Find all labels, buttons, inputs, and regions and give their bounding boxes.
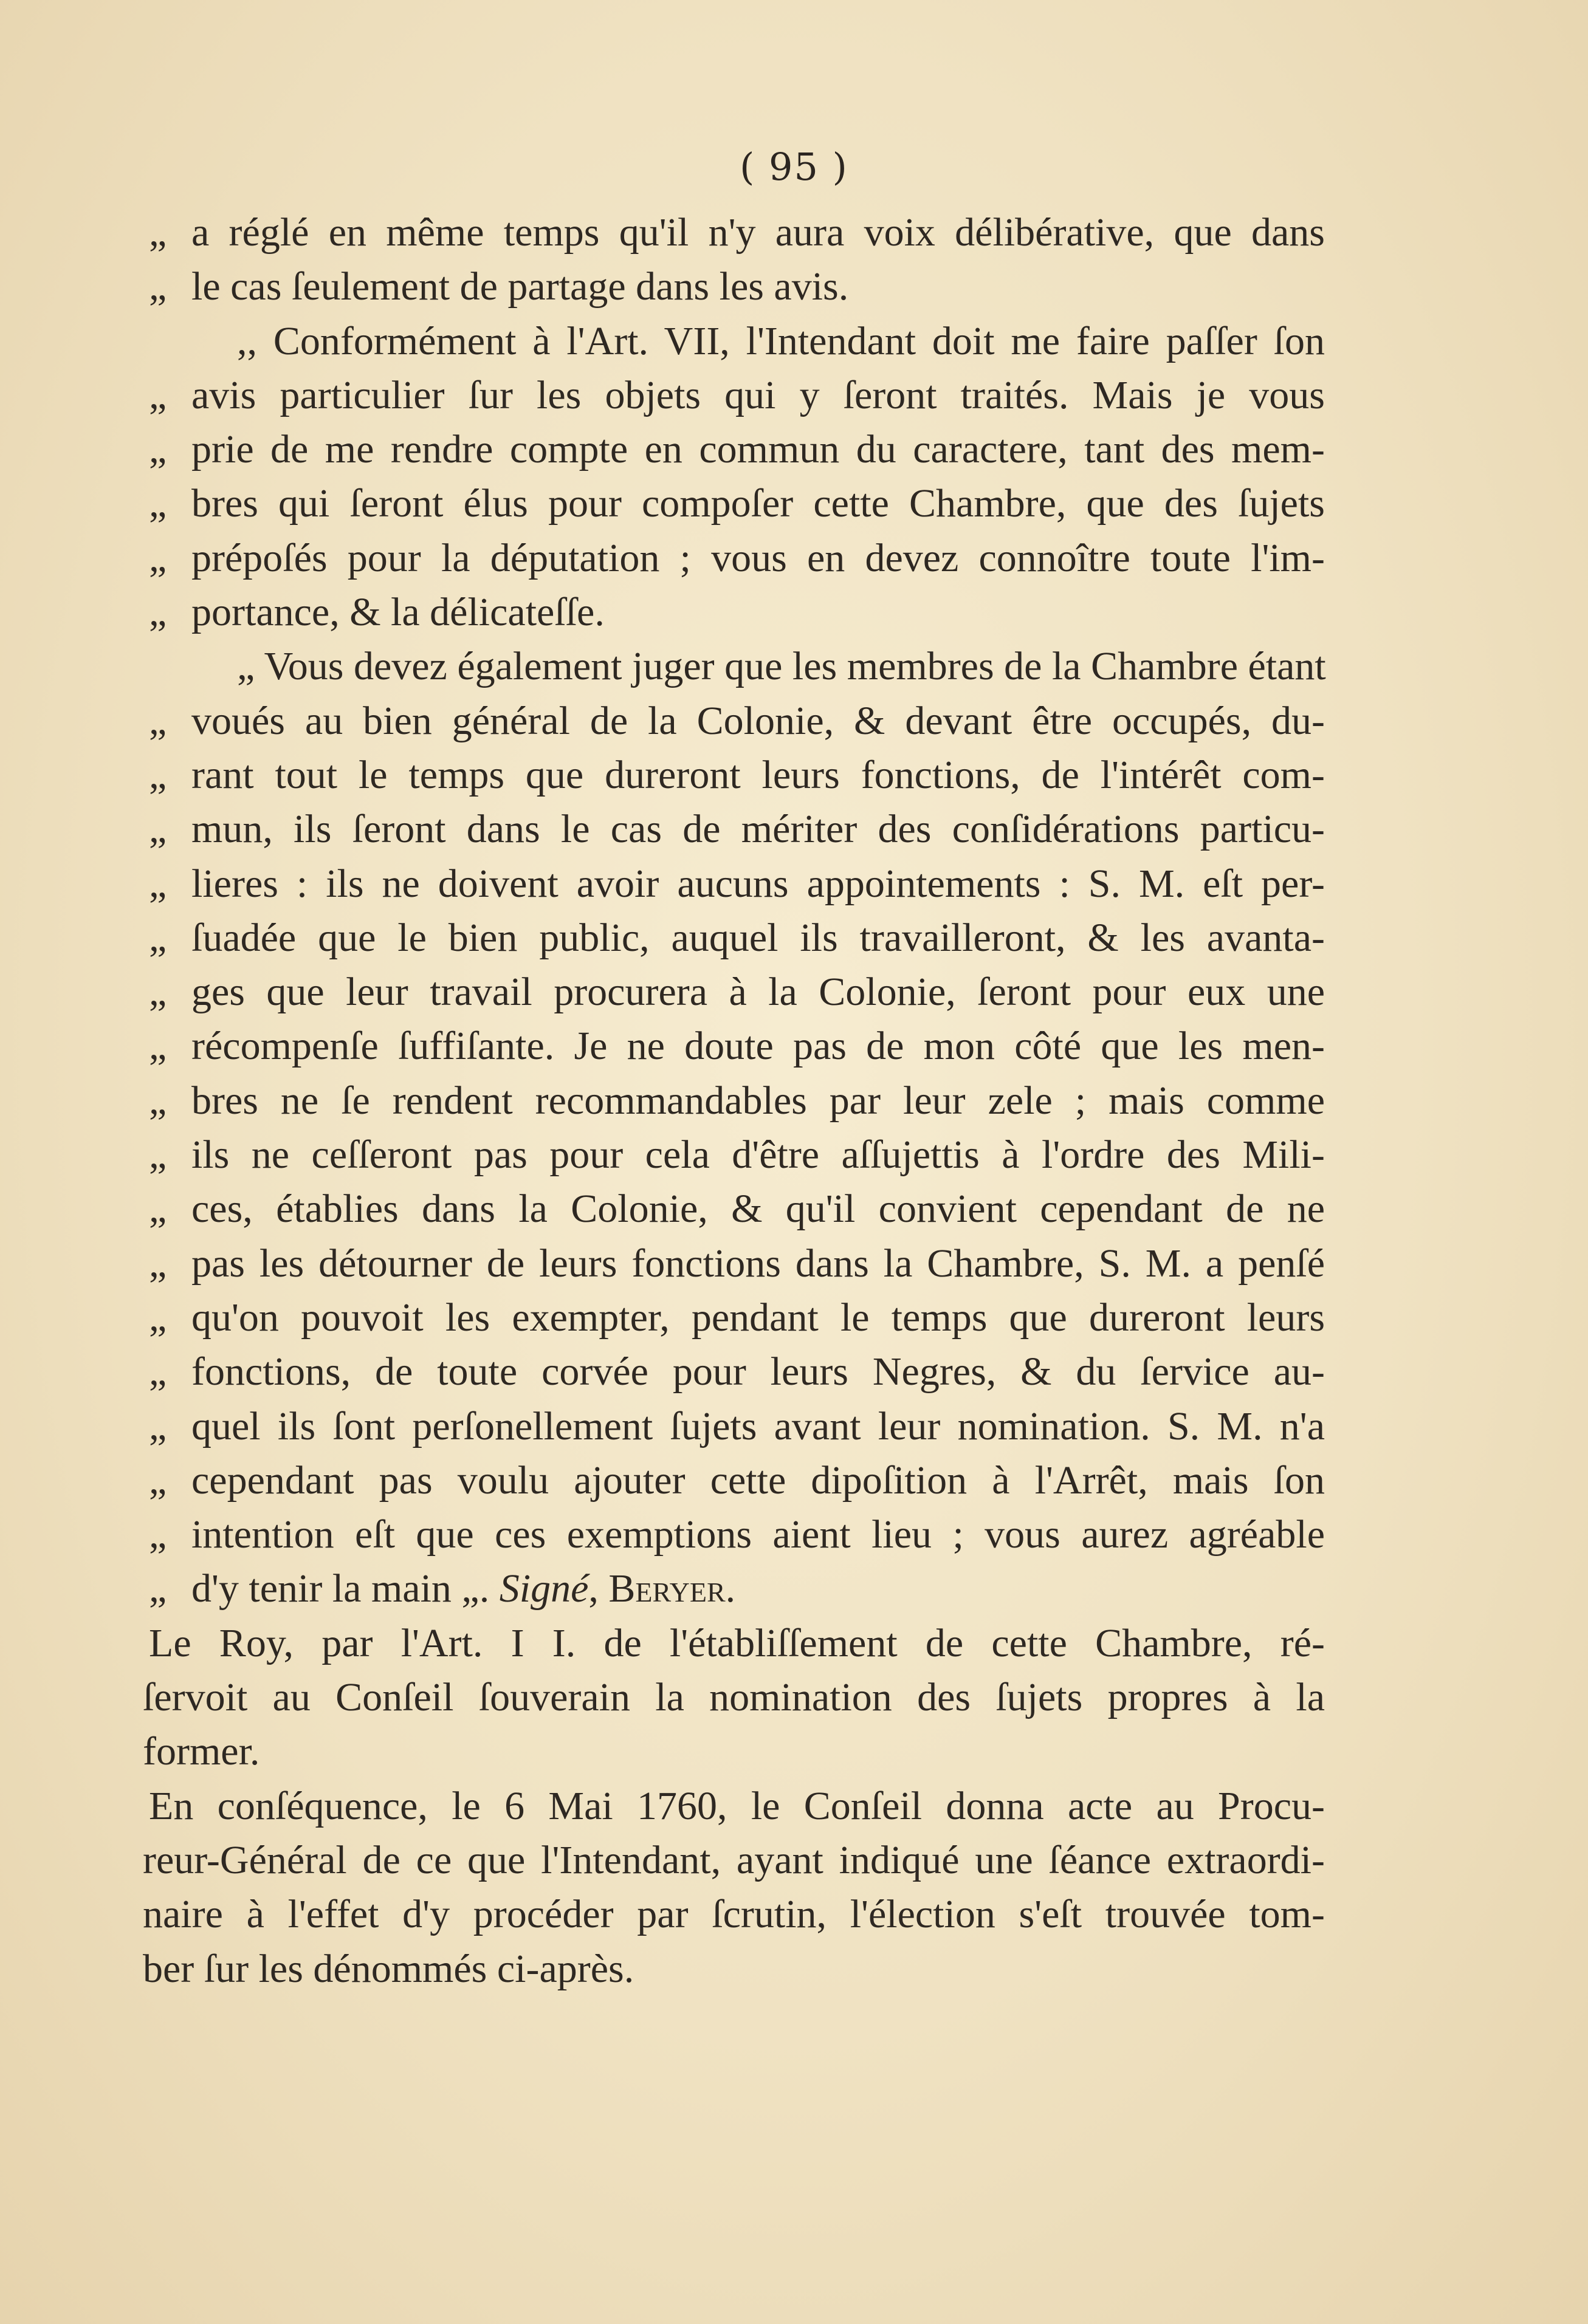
line-text: prépoſés pour la députation ; vous en devez connoître toute l'im- [191,535,1325,580]
line-text: former. [143,1729,260,1774]
line-text: a réglé en même temps qu'il n'y aura voix délibérative, que dans [191,210,1325,255]
signature-sep: , [588,1566,609,1611]
paragraph-line [143,1779,1325,1833]
line-text: ,, Conformément à l'Art. VII, l'Intendant doit me faire paſſer ſon [237,318,1325,363]
quote-mark: „ [149,535,167,580]
quote-mark: „ [149,1349,167,1394]
line-text: pas les détourner de leurs fonctions dans la Chambre, S. M. a penſé [191,1241,1325,1286]
paragraph-line [143,1724,1325,1778]
quote-mark: „ [149,915,167,960]
line-text: récompenſe ſuffiſante. Je ne doute pas de mon côté que les men- [191,1024,1325,1069]
line-text: mun, ils ſeront dans le cas de mériter des conſidérations particu- [191,807,1325,852]
quote-mark: „ [149,427,167,472]
line-text: cependant pas voulu ajouter cette dipoſition à l'Arrêt, mais ſon [191,1458,1325,1503]
text-line [149,694,1325,748]
line-text: quel ils ſont perſonellement ſujets avant leur nomination. S. M. n'a [191,1404,1325,1448]
quote-mark: „ [149,1133,167,1177]
line-text: ſuadée que le bien public, auquel ils travailleront, & les avanta- [191,915,1325,960]
text-line [149,1345,1325,1399]
quote-mark: „ [149,752,167,797]
quote-mark: „ [149,698,167,743]
quote-mark: „ [149,264,167,309]
paragraph-line [143,1833,1325,1887]
text-line [149,368,1325,422]
line-text: avis particulier ſur les objets qui y ſeront traités. Mais je vous [191,372,1325,417]
text-line [149,748,1325,802]
line-text: bres qui ſeront élus pour compoſer cette Chambre, que des ſujets [191,481,1325,526]
text-line [149,422,1325,476]
quote-mark: „ [149,807,167,852]
text-line [149,802,1325,856]
signature-line [149,1561,1325,1616]
text-line [149,314,1325,368]
line-text: voués au bien général de la Colonie, & devant être occupés, du- [191,698,1325,743]
line-text: ges que leur travail procurera à la Colonie, ſeront pour eux une [191,970,1325,1015]
text-line [149,1182,1325,1236]
quote-mark: „ [149,590,167,635]
line-text: reur-Général de ce que l'Intendant, ayant indiqué une ſéance extraordi- [143,1837,1325,1882]
text-line [149,1507,1325,1561]
page-number: ( 95 ) [740,145,848,189]
body-text [143,205,1326,1996]
signature-before: d'y tenir la main „. [191,1566,500,1611]
text-line [149,259,1325,314]
signed-word: Signé [499,1566,589,1611]
text-line [149,1291,1325,1345]
line-text: qu'on pouvoit les exempter, pendant le temps que dureront leurs [191,1295,1325,1340]
text-line [149,476,1325,530]
paragraph-line [143,1887,1325,1941]
line-text: ces, établies dans la Colonie, & qu'il convient cependant de ne [191,1187,1325,1232]
text-line [149,1399,1325,1453]
quote-mark: „ [149,1187,167,1232]
text-line [149,965,1325,1019]
quote-mark: „ [149,1295,167,1340]
line-text: le cas ſeulement de partage dans les avis. [191,264,849,309]
quote-mark: „ [149,1512,167,1557]
paragraph-line [143,1670,1325,1724]
line-text: rant tout le temps que dureront leurs fonctions, de l'intérêt com- [191,752,1325,797]
line-text: ils ne ceſſeront pas pour cela d'être aſſujettis à l'ordre des Mili- [191,1133,1325,1177]
line-text: bres ne ſe rendent recommandables par leur zele ; mais comme [191,1078,1325,1123]
quote-mark: „ [149,372,167,417]
quote-mark: „ [149,481,167,526]
line-text: lieres : ils ne doivent avoir aucuns appointements : S. M. eſt per- [191,861,1325,906]
quote-mark: „ [149,970,167,1015]
text-line [149,857,1325,911]
quote-mark: „ [149,1024,167,1069]
paragraph-line [143,1942,1325,1996]
quote-mark: „ [149,1078,167,1123]
quote-mark: „ [149,861,167,906]
quote-mark: „ [149,1458,167,1503]
quote-mark: „ [149,210,167,255]
line-text: fonctions, de toute corvée pour leurs Negres, & du ſervice au- [191,1349,1325,1394]
line-text: ber ſur les dénommés ci-après. [143,1946,634,1991]
quote-mark: „ [149,1404,167,1448]
line-text: Le Roy, par l'Art. I I. de l'établiſſement de cette Chambre, ré- [149,1620,1325,1665]
text-line [149,1074,1325,1128]
text-line [149,1019,1325,1073]
line-text: „ Vous devez également juger que les membres de la Chambre étant [237,644,1326,689]
text-line [149,1128,1325,1182]
quote-mark: „ [149,1241,167,1286]
line-text: naire à l'effet d'y procéder par ſcrutin, l'élection s'eſt trouvée tom- [143,1892,1325,1937]
signature-text [191,1561,735,1616]
text-line [149,911,1325,965]
line-text: ſervoit au Conſeil ſouverain la nomination des ſujets propres à la [143,1675,1325,1720]
line-text: prie de me rendre compte en commun du caractere, tant des mem- [191,427,1325,472]
text-line [149,585,1325,639]
line-text: intention eſt que ces exemptions aient lieu ; vous aurez agréable [191,1512,1325,1557]
quote-mark: „ [149,1566,167,1611]
line-text: portance, & la délicateſſe. [191,590,605,635]
signatory-name: Beryer. [608,1566,736,1611]
text-line [149,1453,1325,1507]
line-text: En conſéquence, le 6 Mai 1760, le Conſeil donna acte au Procu- [149,1783,1325,1828]
text-line [149,639,1325,693]
text-line [149,1236,1325,1291]
paragraph-line [143,1616,1325,1670]
text-line [149,531,1325,585]
text-line [149,205,1325,259]
